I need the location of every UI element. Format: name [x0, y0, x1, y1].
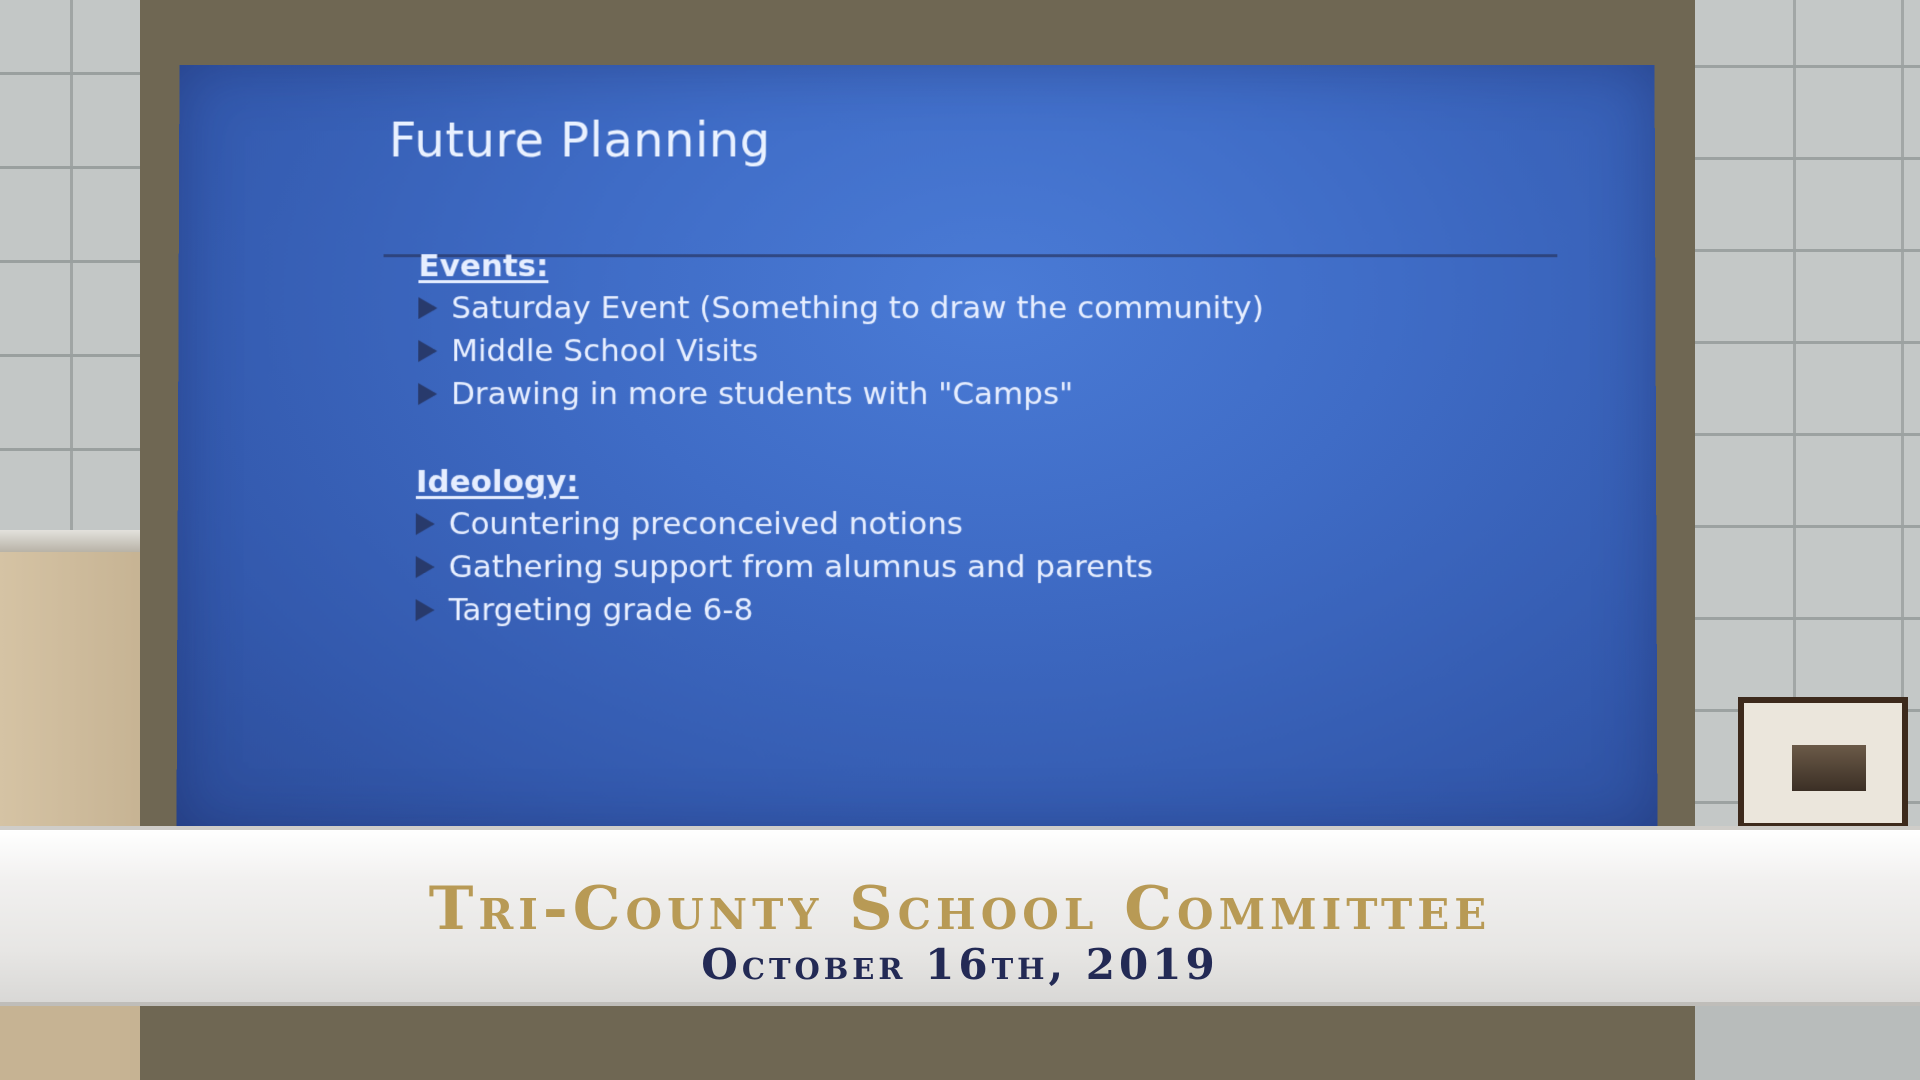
triangle-bullet-icon	[416, 513, 435, 535]
events-bullet-list	[418, 286, 1264, 415]
banner-date: October 16th, 2019	[701, 940, 1219, 989]
section-heading-events: Events:	[418, 248, 549, 285]
plaque-photo	[1792, 745, 1866, 791]
triangle-bullet-icon	[418, 383, 437, 405]
projected-slide	[177, 65, 1658, 835]
lower-room-strip	[0, 1006, 1920, 1080]
cinder-block-wall-left	[0, 0, 146, 545]
title-divider	[384, 254, 1558, 257]
list-item: Middle School Visits	[418, 329, 1264, 372]
triangle-bullet-icon	[418, 340, 437, 362]
list-item: Countering preconceived notions	[416, 502, 1153, 545]
triangle-bullet-icon	[416, 556, 435, 578]
list-item: Saturday Event (Something to draw the community)	[418, 286, 1264, 329]
triangle-bullet-icon	[418, 297, 437, 319]
lower-third-banner	[0, 826, 1920, 1006]
triangle-bullet-icon	[416, 599, 435, 621]
list-item: Targeting grade 6-8	[416, 588, 1154, 631]
ideology-bullet-list	[416, 502, 1154, 631]
slide-title: Future Planning	[388, 112, 771, 169]
list-item: Gathering support from alumnus and parents	[416, 545, 1154, 588]
list-item: Drawing in more students with "Camps"	[418, 372, 1264, 415]
banner-title: Tri-County School Committee	[428, 874, 1492, 944]
plaque-mat	[1744, 703, 1902, 823]
window-ledge	[0, 530, 146, 552]
framed-plaque	[1738, 697, 1908, 829]
section-heading-ideology: Ideology:	[415, 464, 579, 501]
